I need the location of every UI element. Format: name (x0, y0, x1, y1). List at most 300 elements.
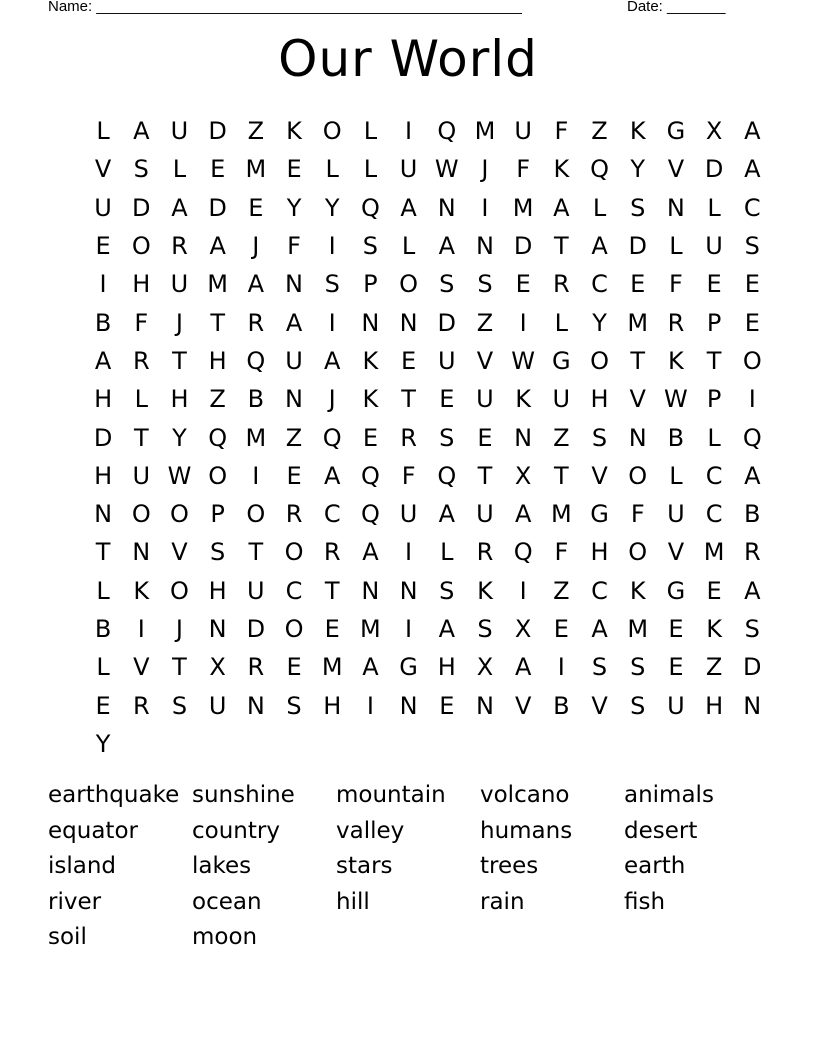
grid-letter: C (591, 270, 608, 299)
grid-letter: I (366, 691, 374, 720)
grid-letter: K (629, 576, 646, 605)
grid-letter: E (668, 615, 684, 643)
grid-letter: J (175, 308, 183, 337)
grid-letter: R (285, 500, 303, 529)
grid-letter: L (592, 193, 607, 222)
grid-letter: V (629, 385, 646, 414)
grid-letter: O (399, 270, 419, 299)
grid-letter: D (132, 193, 151, 222)
grid-letter: I (481, 193, 489, 222)
grid-letter: E (744, 308, 760, 337)
grid-letter: A (514, 500, 532, 529)
grid-letter: B (94, 615, 112, 643)
grid-letter: E (286, 461, 302, 490)
grid-letter: E (744, 270, 760, 299)
grid-letter: T (133, 423, 149, 452)
word-list-item: trees (480, 853, 539, 879)
grid-letter: S (744, 232, 760, 261)
grid-letter: F (516, 155, 531, 184)
grid-letter: S (133, 155, 149, 184)
grid-letter: X (514, 461, 532, 490)
grid-letter: R (323, 538, 341, 567)
grid-letter: A (591, 615, 608, 643)
grid-letter: O (628, 461, 648, 490)
grid-letter: E (706, 576, 722, 605)
grid-letter: N (361, 308, 380, 337)
grid-letter: E (95, 232, 111, 261)
grid-letter: D (704, 155, 724, 184)
grid-letter: N (514, 423, 533, 452)
grid-letter: Q (742, 423, 762, 452)
grid-letter: U (437, 346, 456, 375)
grid-letter: E (439, 691, 455, 720)
word-list-item: earth (624, 853, 686, 879)
grid-letter: B (553, 691, 570, 720)
grid-letter: A (553, 193, 570, 222)
grid-letter: Q (360, 461, 380, 490)
grid-letter: Z (553, 423, 570, 452)
date-field: Date: _______ (627, 0, 726, 15)
grid-letter: I (99, 270, 107, 299)
grid-letter: J (481, 155, 489, 184)
grid-letter: L (707, 193, 721, 222)
grid-letter: O (628, 538, 648, 567)
grid-letter: H (170, 385, 189, 414)
grid-letter: O (246, 500, 266, 529)
grid-letter: N (743, 691, 762, 720)
grid-letter: S (477, 270, 493, 299)
grid-letter: A (438, 500, 455, 529)
grid-letter: T (401, 385, 416, 414)
grid-letter: L (363, 117, 378, 146)
grid-letter: N (132, 538, 151, 567)
grid-letter: T (477, 461, 493, 490)
grid-letter: T (706, 346, 722, 375)
grid-letter: R (553, 270, 570, 299)
grid-letter: G (399, 653, 418, 682)
grid-letter: Q (590, 155, 609, 184)
grid-letter: C (705, 461, 723, 490)
grid-letter: N (94, 500, 113, 529)
grid-letter: Y (172, 423, 187, 452)
grid-letter: I (519, 576, 527, 605)
word-list-item: island (48, 853, 117, 879)
grid-letter: J (175, 615, 183, 643)
grid-letter: Q (513, 538, 533, 567)
grid-letter: U (476, 385, 494, 414)
grid-letter: U (552, 385, 571, 414)
grid-letter: K (477, 576, 493, 605)
word-list-item: equator (48, 817, 138, 844)
header (0, 0, 816, 18)
grid-letter: A (438, 232, 455, 261)
grid-letter: Q (322, 423, 342, 452)
grid-letter: H (208, 576, 227, 605)
grid-letter: P (706, 385, 722, 414)
grid-letter: H (323, 691, 342, 720)
grid-letter: N (285, 270, 303, 299)
grid-letter: E (706, 270, 722, 299)
grid-letter: T (172, 653, 187, 682)
grid-letter: M (550, 500, 572, 529)
grid-letter: O (322, 117, 342, 146)
letter-grid (84, 112, 771, 763)
grid-letter: P (363, 270, 378, 299)
word-list-item: soil (48, 924, 87, 950)
grid-letter: U (94, 193, 112, 222)
grid-letter: G (666, 576, 686, 605)
grid-letter: F (669, 270, 683, 299)
grid-letter: N (399, 576, 418, 605)
grid-letter: M (245, 423, 267, 452)
grid-letter: K (629, 117, 646, 146)
grid-letter: Q (437, 461, 457, 490)
grid-letter: E (515, 270, 531, 299)
grid-letter: X (476, 653, 494, 682)
grid-letter: R (476, 538, 494, 567)
grid-letter: B (94, 308, 112, 337)
grid-letter: I (405, 117, 413, 146)
grid-letter: H (437, 653, 456, 682)
grid-letter: U (247, 576, 265, 605)
grid-letter: E (401, 346, 417, 375)
grid-letter: A (133, 117, 150, 146)
grid-letter: M (627, 615, 649, 643)
grid-letter: I (519, 308, 527, 337)
grid-letter: O (170, 576, 189, 605)
grid-letter: T (554, 461, 569, 490)
grid-letter: U (399, 155, 418, 184)
grid-letter: S (630, 653, 646, 682)
grid-letter: E (439, 385, 455, 414)
grid-letter: L (172, 155, 187, 184)
grid-letter: A (94, 346, 112, 375)
grid-letter: L (134, 385, 148, 414)
grid-letter: N (208, 615, 227, 643)
grid-letter: J (252, 232, 260, 261)
grid-letter: K (362, 385, 379, 414)
grid-letter: K (553, 155, 570, 184)
grid-letter: A (324, 346, 341, 375)
grid-letter: X (705, 117, 723, 146)
grid-letter: Y (286, 193, 302, 222)
grid-letter: D (246, 615, 266, 643)
grid-letter: V (171, 538, 188, 567)
grid-letter: T (554, 232, 569, 261)
grid-letter: L (440, 538, 454, 567)
grid-letter: U (132, 461, 151, 490)
word-list-item: desert (624, 817, 698, 844)
grid-letter: T (248, 538, 264, 567)
grid-letter: H (132, 270, 151, 299)
grid-letter: V (667, 155, 685, 184)
grid-letter: Q (246, 346, 266, 375)
grid-letter: S (324, 270, 340, 299)
name-field: Name: ___________________________________________________ (48, 0, 522, 15)
grid-letter: I (328, 308, 336, 337)
grid-letter: R (132, 346, 150, 375)
grid-letter: I (405, 615, 413, 643)
grid-letter: H (208, 346, 227, 375)
grid-letter: I (252, 461, 260, 490)
grid-letter: N (399, 691, 418, 720)
grid-letter: T (324, 576, 340, 605)
grid-letter: V (667, 538, 685, 567)
grid-letter: G (590, 500, 609, 529)
grid-letter: M (360, 615, 381, 643)
grid-letter: N (666, 193, 685, 222)
grid-letter: T (630, 346, 646, 375)
grid-letter: Q (208, 423, 228, 452)
grid-letter: F (554, 117, 569, 146)
grid-letter: Q (360, 500, 380, 529)
page-title: Our World (278, 30, 538, 88)
word-list-item: moon (192, 924, 258, 950)
grid-letter: A (400, 193, 417, 222)
grid-letter: N (246, 691, 265, 720)
grid-letter: O (208, 461, 228, 490)
word-list-item: ocean (192, 888, 262, 915)
grid-letter: A (744, 117, 761, 146)
grid-letter: S (591, 653, 608, 682)
grid-letter: S (286, 691, 302, 720)
grid-letter: R (247, 308, 265, 337)
grid-letter: R (171, 232, 188, 261)
grid-letter: A (324, 461, 341, 490)
grid-letter: V (591, 461, 608, 490)
grid-letter: R (132, 691, 150, 720)
grid-letter: U (476, 500, 494, 529)
grid-letter: X (514, 615, 532, 643)
grid-letter: P (706, 308, 722, 337)
word-list-item: rain (480, 888, 525, 915)
grid-letter: O (170, 500, 189, 529)
grid-letter: Y (95, 729, 111, 758)
grid-letter: L (96, 117, 110, 146)
grid-letter: R (400, 423, 417, 452)
grid-letter: K (515, 385, 532, 414)
grid-letter: E (477, 423, 493, 452)
grid-letter: T (172, 346, 187, 375)
grid-letter: U (170, 117, 189, 146)
grid-letter: E (324, 615, 340, 643)
grid-letter: Y (592, 308, 607, 337)
grid-letter: A (209, 232, 226, 261)
grid-letter: A (591, 232, 608, 261)
grid-letter: U (170, 270, 189, 299)
grid-letter: V (133, 653, 150, 682)
grid-letter: J (328, 385, 336, 414)
word-list-item: lakes (192, 853, 252, 879)
word-list-item: sunshine (192, 782, 295, 808)
grid-letter: N (437, 193, 456, 222)
grid-letter: A (514, 653, 532, 682)
grid-letter: Q (360, 193, 380, 222)
grid-letter: M (207, 270, 229, 299)
word-list-item: hill (336, 888, 370, 915)
grid-letter: Z (209, 385, 226, 414)
grid-letter: M (703, 538, 725, 567)
grid-letter: W (511, 346, 536, 375)
grid-letter: U (208, 691, 227, 720)
grid-letter: H (705, 691, 724, 720)
grid-letter: E (286, 155, 302, 184)
word-list-item: fish (624, 888, 666, 915)
grid-letter: K (668, 346, 684, 375)
word-list-item: mountain (336, 782, 446, 808)
grid-letter: M (474, 117, 496, 146)
grid-letter: L (363, 155, 378, 184)
grid-letter: O (590, 346, 609, 375)
grid-letter: H (590, 385, 609, 414)
word-list-item: stars (336, 853, 393, 879)
word-list-item: earthquake (48, 782, 180, 808)
grid-letter: K (706, 615, 722, 643)
grid-letter: S (362, 232, 379, 261)
grid-letter: Z (705, 653, 723, 682)
grid-letter: N (361, 576, 380, 605)
grid-letter: N (399, 308, 418, 337)
grid-letter: E (210, 155, 226, 184)
grid-letter: H (94, 385, 113, 414)
word-list-item: humans (480, 817, 573, 844)
grid-letter: Z (476, 308, 494, 337)
grid-letter: L (96, 576, 110, 605)
grid-letter: O (284, 615, 304, 643)
grid-letter: G (666, 117, 686, 146)
grid-letter: T (210, 308, 225, 337)
grid-letter: Z (285, 423, 303, 452)
grid-letter: U (399, 500, 418, 529)
grid-letter: S (630, 193, 646, 222)
grid-letter: R (667, 308, 685, 337)
grid-letter: Z (247, 117, 265, 146)
grid-letter: Z (591, 117, 608, 146)
grid-letter: L (401, 232, 416, 261)
grid-letter: B (667, 423, 685, 452)
grid-letter: F (134, 308, 149, 337)
grid-letter: I (328, 232, 336, 261)
grid-letter: S (591, 423, 608, 452)
grid-letter: Q (437, 117, 457, 146)
word-list-item: country (192, 817, 280, 844)
grid-letter: S (630, 691, 646, 720)
grid-letter: G (552, 346, 571, 375)
grid-letter: E (248, 193, 264, 222)
grid-letter: A (285, 308, 303, 337)
grid-letter: H (590, 538, 609, 567)
grid-letter: N (475, 691, 494, 720)
grid-letter: I (557, 653, 565, 682)
grid-letter: L (96, 653, 110, 682)
grid-letter: S (171, 691, 188, 720)
grid-letter: S (439, 270, 455, 299)
grid-letter: L (669, 232, 683, 261)
grid-letter: U (667, 500, 685, 529)
grid-letter: P (210, 500, 225, 529)
grid-letter: V (476, 346, 494, 375)
grid-letter: M (245, 155, 267, 184)
word-list-item: river (48, 888, 102, 915)
grid-letter: C (743, 193, 761, 222)
grid-letter: Y (324, 193, 340, 222)
grid-letter: X (209, 653, 226, 682)
grid-letter: O (131, 232, 151, 261)
grid-letter: A (744, 155, 761, 184)
grid-letter: F (554, 538, 569, 567)
grid-letter: M (321, 653, 343, 682)
grid-letter: O (742, 346, 762, 375)
grid-letter: C (591, 576, 608, 605)
grid-letter: A (744, 461, 761, 490)
grid-letter: R (743, 538, 761, 567)
grid-letter: I (748, 385, 756, 414)
word-list-item: volcano (480, 782, 570, 808)
grid-letter: T (95, 538, 111, 567)
grid-letter: O (284, 538, 304, 567)
grid-letter: L (669, 461, 683, 490)
grid-letter: E (668, 653, 684, 682)
grid-letter: N (628, 423, 647, 452)
grid-letter: D (93, 423, 113, 452)
grid-letter: E (553, 615, 569, 643)
grid-letter: C (705, 500, 723, 529)
grid-letter: U (705, 232, 723, 261)
grid-letter: O (131, 500, 151, 529)
grid-letter: A (171, 193, 188, 222)
grid-letter: V (514, 691, 532, 720)
grid-letter: A (438, 615, 455, 643)
grid-letter: A (362, 538, 379, 567)
grid-letter: I (137, 615, 145, 643)
grid-letter: M (512, 193, 534, 222)
grid-letter: H (94, 461, 113, 490)
grid-letter: I (405, 538, 413, 567)
grid-letter: Z (553, 576, 570, 605)
grid-letter: S (210, 538, 226, 567)
grid-letter: V (94, 155, 112, 184)
grid-letter: E (286, 653, 302, 682)
grid-letter: A (744, 576, 761, 605)
word-list-item: valley (336, 817, 405, 844)
grid-letter: D (208, 117, 227, 146)
grid-letter: V (591, 691, 608, 720)
grid-letter: U (667, 691, 685, 720)
grid-letter: F (401, 461, 416, 490)
grid-letter: A (247, 270, 265, 299)
grid-letter: W (664, 385, 688, 414)
grid-letter: K (362, 346, 379, 375)
grid-letter: S (439, 423, 455, 452)
grid-letter: W (434, 155, 459, 184)
grid-letter: F (287, 232, 301, 261)
grid-letter: Y (630, 155, 646, 184)
grid-letter: B (247, 385, 265, 414)
grid-letter: F (630, 500, 645, 529)
grid-letter: K (286, 117, 302, 146)
word-list-item: animals (624, 782, 714, 808)
grid-letter: U (514, 117, 532, 146)
grid-letter: E (362, 423, 378, 452)
grid-letter: E (95, 691, 111, 720)
grid-letter: L (554, 308, 569, 337)
grid-letter: N (475, 232, 494, 261)
grid-letter: D (628, 232, 647, 261)
grid-letter: D (513, 232, 533, 261)
grid-letter: L (325, 155, 339, 184)
grid-letter: D (743, 653, 762, 682)
grid-letter: B (744, 500, 761, 529)
